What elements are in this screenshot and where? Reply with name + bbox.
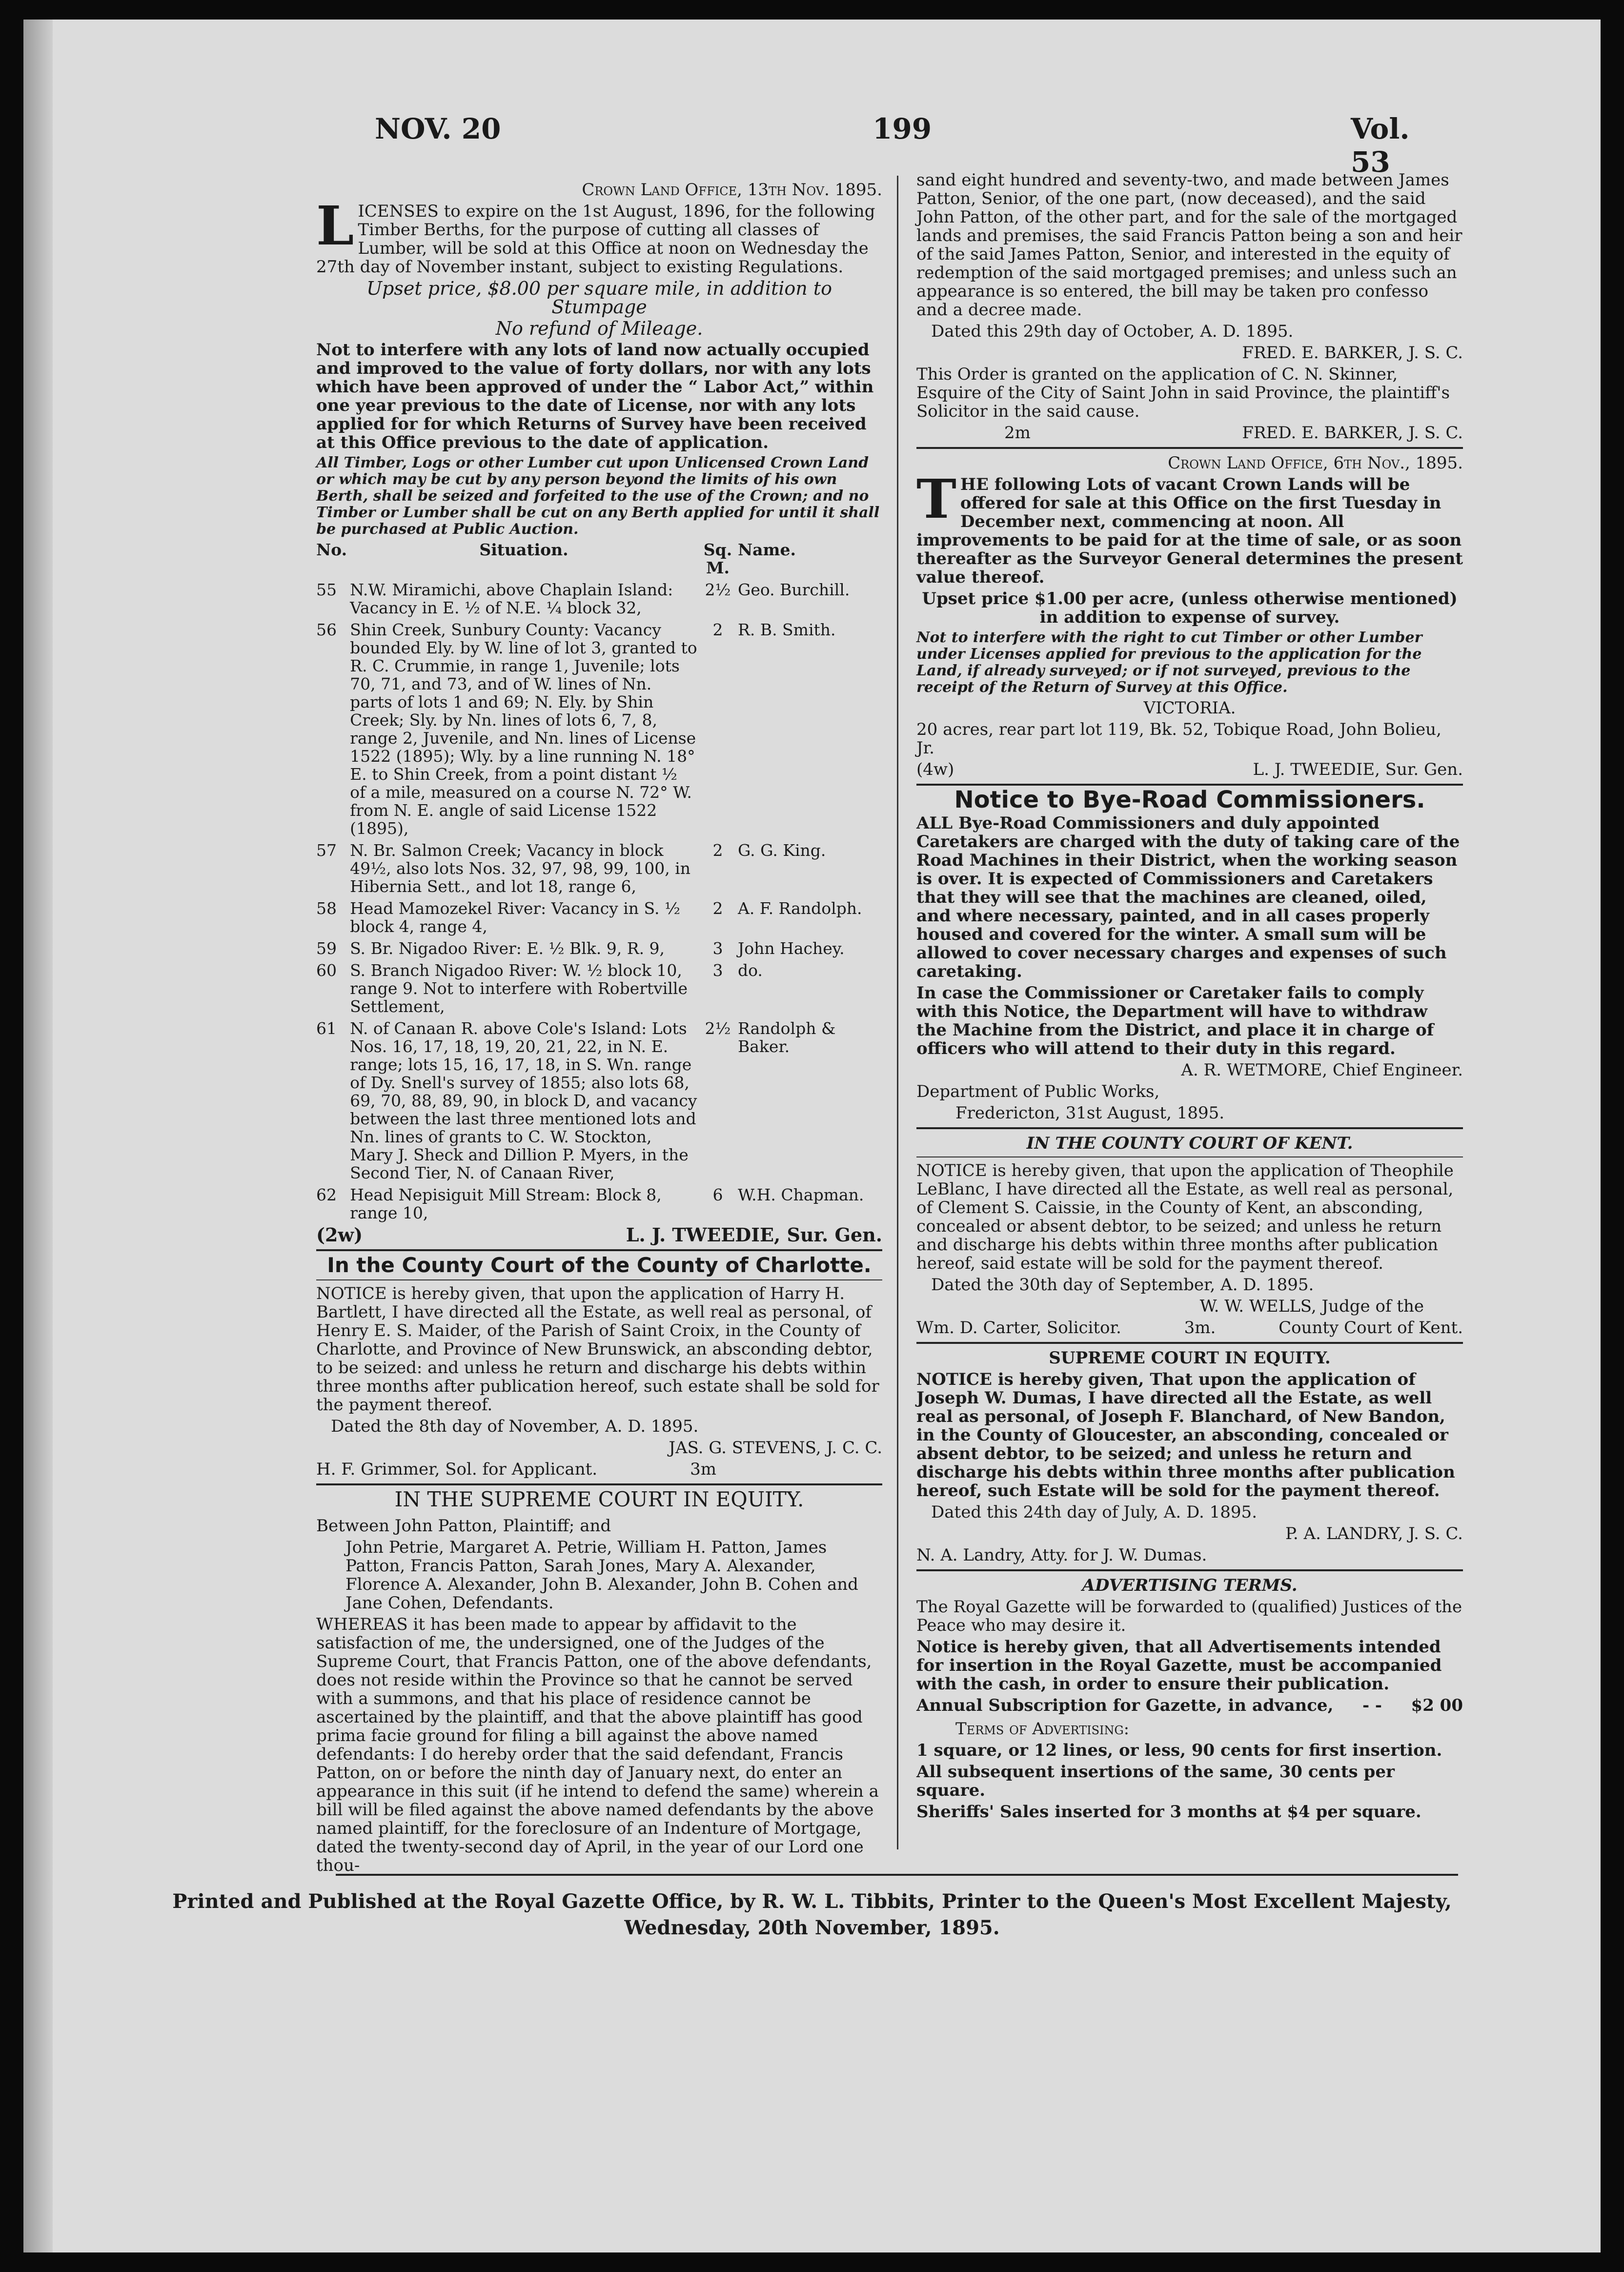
- table-row: [316, 961, 882, 1019]
- col-no: No.: [316, 540, 347, 559]
- solicitor-line: [916, 1319, 1463, 1337]
- judge-line: [916, 424, 1463, 442]
- terms-label: Terms of Advertising:: [955, 1719, 1130, 1739]
- paragraph-2: Notice is hereby given, that all Advertisements intended for insertion in the Royal Gazette, must be accompanied with the cash, in order to ensure their publication.: [916, 1637, 1442, 1694]
- signature-line: [316, 1226, 882, 1244]
- paragraph-1: The Royal Gazette will be forwarded to (qualified) Justices of the Peace who may desire it.: [916, 1597, 1462, 1635]
- column-divider: [897, 176, 898, 1849]
- divider: [316, 1483, 882, 1485]
- berths-table: [316, 541, 882, 1226]
- berth-name: G. G. King.: [738, 841, 826, 860]
- divider: [916, 784, 1463, 786]
- solicitor: Wm. D. Carter, Solicitor.: [916, 1318, 1121, 1338]
- notice-body-2: In case the Commissioner or Caretaker fails to comply with this Notice, the Department will have to withdraw the Machine from the District, and place it in charge of officers who will attend to their duty in this regard.: [916, 983, 1434, 1058]
- divider: [916, 447, 1463, 449]
- charlotte-court-notice: [316, 1253, 882, 1479]
- solicitor: H. F. Grimmer, Sol. for Applicant.: [316, 1460, 598, 1479]
- imprint-line-2: Wednesday, 20th November, 1895.: [624, 1916, 1000, 1939]
- bye-road-notice: [916, 786, 1463, 1123]
- notice-heading: Notice to Bye-Road Commissioners.: [954, 786, 1425, 813]
- drop-cap: T: [916, 467, 956, 530]
- notice-body: sand eight hundred and seventy-two, and made between James Patton, Senior, of the one part, (now deceased), and the said John Patton, of the other part, and for the sale of the mortgaged lands and premises, the said Francis Patton being a son and heir of the said James Patton, Senior, and interested in the equity of redemption of the said mortgaged premises; and unless such an appearance is so entered, the bill may be taken pro confesso and a decree made.: [916, 170, 1462, 320]
- table-row: [316, 939, 882, 961]
- berth-situation: N.W. Miramichi, above Chaplain Island: Vacancy in E. ½ of N.E. ¼ block 32,: [350, 580, 673, 617]
- berth-no: 59: [316, 939, 337, 958]
- berth-name: A. F. Randolph.: [738, 899, 862, 918]
- table-row: [316, 1186, 882, 1226]
- supreme-court-equity-notice: [316, 1487, 882, 1875]
- county: VICTORIA.: [1143, 698, 1236, 718]
- notice-body: WHEREAS it has been made to appear by affidavit to the satisfaction of me, the undersigned, one of the Judges of the Supreme Court, that Francis Patton, one of the above defendants, does not reside within the Province so that he cannot be served with a summons, and that his place of residence cannot be ascertained by the plaintiff, and that the above plaintiff has good prima facie ground for filing a bill against the above named defendants: I do hereby order that the said defendant, Francis Patton, on or before the ninth day of January next, do enter an appearance in this suit (if he intend to defend the same) wherein a bill will be filed against the above named defendants by the above named plaintiff, for the foreclosure of an Indenture of Mortgage, dated the twenty-second day of April, in the year of our Lord one thou-: [316, 1615, 879, 1875]
- notice-body: NOTICE is hereby given, that upon the application of Harry H. Bartlett, I have directed all the Estate, as well real as personal, of Henry E. S. Maider, of the Parish of Saint Croix, in the County of Charlotte, and Province of New Brunswick, an absconding debtor, to be seized: and unless he return and discharge his debts within three months after publication hereof, such estate shall be sold for the payment thereof.: [316, 1284, 879, 1415]
- berth-sq: 2: [712, 841, 723, 860]
- berth-situation: S. Br. Nigadoo River: E. ½ Blk. 9, R. 9,: [350, 939, 665, 958]
- footer-rule: [336, 1874, 1458, 1876]
- dateline: Crown Land Office, 13th Nov. 1895.: [582, 180, 882, 200]
- court: County Court of Kent.: [1279, 1318, 1463, 1338]
- parties: Between John Patton, Plaintiff; and: [316, 1516, 611, 1536]
- berth-name: R. B. Smith.: [738, 620, 836, 639]
- term: (4w): [916, 760, 954, 779]
- notice-paragraph: Not to interfere with any lots of land now actually occupied and improved to the value of forty dollars, nor with any lots which have been approved of under the “ Labor Act,” within one year previous to the date of License, nor with any lots applied for for which Returns of Survey have been received at this Office previous to the date of application.: [316, 340, 874, 452]
- dateline: Crown Land Office, 6th Nov., 1895.: [1168, 453, 1463, 473]
- signer: A. R. WETMORE, Chief Engineer.: [1181, 1060, 1463, 1080]
- berth-situation: Shin Creek, Sunbury County: Vacancy bounded Ely. by W. line of lot 3, granted to R. C. Crummie, in range 1, Juvenile; lots 70, 71, and 73, and of W. lines of Nn. parts of lots 1 and 69; N. Ely. by Shin Creek; Sly. by Nn. lines of lots 6, 7, 8, range 2, Juvenile, and Nn. lines of License 1522 (1895); Wly. by a line running N. 18° E. to Shin Creek, from a point distant ½ of a mile, measured on a course N. 72° W. from N. E. angle of said License 1522 (1895),: [350, 620, 697, 838]
- attorney: N. A. Landry, Atty. for J. W. Dumas.: [916, 1545, 1207, 1565]
- berth-no: 55: [316, 580, 337, 599]
- berth-no: 60: [316, 961, 337, 980]
- notice-body: ALL Bye-Road Commissioners and duly appointed Caretakers are charged with the duty of taking care of the Road Machines in their District, when the working season is over. It is expected of Commissioners and Caretakers that they will see that the machines are cleaned, oiled, and where necessary, painted, and in all cases properly housed and covered for the winter. A small sum will be allowed to cover necessary charges and expenses of such caretaking.: [916, 813, 1460, 981]
- notice-heading: SUPREME COURT IN EQUITY.: [1049, 1348, 1331, 1368]
- drop-cap: L: [316, 194, 354, 257]
- berth-no: 61: [316, 1019, 337, 1038]
- list-item: 1 square, or 12 lines, or less, 90 cents for first insertion.: [916, 1741, 1442, 1760]
- table-row: [316, 841, 882, 899]
- berth-no: 58: [316, 899, 337, 918]
- solicitor-line: [316, 1460, 882, 1479]
- kent-court-notice: [916, 1134, 1463, 1337]
- subscription-line: [916, 1696, 1463, 1715]
- col-sq: Sq. M.: [703, 540, 732, 577]
- notice-intro: HE following Lots of vacant Crown Lands will be offered for sale at this Office on the first Tuesday in December next, commencing at noon. All improvements to be paid for at the time of sale, or as soon thereafter as the Surveyor General determines the present value thereof.: [916, 475, 1463, 587]
- notice-body: NOTICE is hereby given, That upon the application of Joseph W. Dumas, I have directed all the Estate, as well real as personal, of Joseph F. Blanchard, of New Bandon, in the County of Gloucester, an absconding, concealed or absent debtor, to be seized; and unless he return and discharge his debts within three months after publication hereof, such Estate will be sold for the payment thereof.: [916, 1370, 1455, 1501]
- right-column: [916, 171, 1463, 1824]
- divider: [916, 1127, 1463, 1129]
- page-number: 199: [873, 112, 932, 145]
- divider: [916, 1156, 1463, 1157]
- italic-note: All Timber, Logs or other Lumber cut upon Unlicensed Crown Land or which may be cut by any person beyond the limits of his own Berth, shall be seized and forfeited to the use of the Crown; and no Timber or Lumber shall be cut on any Berth applied for until it shall be purchased at Public Auction.: [316, 454, 880, 538]
- subscription-dashes: - -: [1362, 1696, 1382, 1715]
- berth-situation: N. Br. Salmon Creek; Vacancy in block 49½, also lots Nos. 32, 97, 98, 99, 100, in Hibernia Sett., and lot 18, range 6,: [350, 841, 690, 896]
- signer: L. J. TWEEDIE, Sur. Gen.: [1253, 760, 1463, 779]
- place-date: Fredericton, 31st August, 1895.: [955, 1103, 1225, 1123]
- upset-price: Upset price, $8.00 per square mile, in addition to Stumpage: [366, 278, 832, 318]
- table-row: [316, 581, 882, 621]
- upset-price: Upset price $1.00 per acre, (unless otherwise mentioned) in addition to expense of survey.: [922, 589, 1458, 627]
- notice-heading: IN THE COUNTY COURT OF KENT.: [1026, 1134, 1353, 1153]
- judge: P. A. LANDRY, J. S. C.: [1285, 1524, 1463, 1543]
- berth-no: 62: [316, 1185, 337, 1204]
- dated-line: Dated the 8th day of November, A. D. 1895.: [331, 1417, 699, 1436]
- table-row: [316, 621, 882, 841]
- berth-situation: N. of Canaan R. above Cole's Island: Lots Nos. 16, 17, 18, 19, 20, 21, 22, in N. E. range; lots 15, 16, 17, 18, in S. Wn. range of Dy. Snell's survey of 1855; also lots 68, 69, 70, 88, 89, 90, in block D, and vacancy between the last three mentioned lots and Nn. lines of grants to C. W. Stockton, Mary J. Sheck and Dillion P. Myers, in the Second Tier, N. of Canaan River,: [350, 1019, 697, 1182]
- berth-sq: 2½: [705, 580, 731, 599]
- italic-note: Not to interfere with the right to cut Timber or other Lumber under Licenses applied for previous to the application for the Land, if already surveyed; or if not surveyed, previous to the receipt of the Return of Survey at this Office.: [916, 629, 1422, 696]
- judge: JAS. G. STEVENS, J. C. C.: [669, 1438, 882, 1458]
- berth-name: Geo. Burchill.: [738, 580, 850, 599]
- berth-name: W.H. Chapman.: [738, 1185, 864, 1204]
- newspaper-page: [23, 20, 1601, 2252]
- berth-no: 57: [316, 841, 337, 860]
- term: 2m: [1004, 423, 1031, 443]
- notice-heading: ADVERTISING TERMS.: [1082, 1576, 1298, 1595]
- equity-continued: [916, 171, 1463, 442]
- no-refund: No refund of Mileage.: [495, 318, 703, 339]
- berth-name: do.: [738, 961, 763, 980]
- divider: [316, 1279, 882, 1280]
- term: 3m: [690, 1460, 716, 1479]
- volume-number: Vol. 53: [1351, 112, 1410, 179]
- berth-sq: 2: [712, 620, 723, 639]
- department: Department of Public Works,: [916, 1082, 1160, 1101]
- term: (2w): [316, 1224, 363, 1246]
- signature-line: [916, 760, 1463, 779]
- divider: [916, 1342, 1463, 1344]
- term: 3m.: [1184, 1318, 1216, 1338]
- judge: FRED. E. BARKER, J. S. C.: [1242, 343, 1463, 363]
- col-name: Name.: [738, 540, 796, 559]
- notice-heading: In the County Court of the County of Charlotte.: [327, 1253, 872, 1277]
- berth-name: John Hachey.: [738, 939, 845, 958]
- berth-sq: 2½: [705, 1019, 731, 1038]
- advertising-terms: [916, 1576, 1463, 1821]
- table-row: [316, 1019, 882, 1186]
- issue-date: NOV. 20: [375, 112, 501, 145]
- berth-situation: S. Branch Nigadoo River: W. ½ block 10, range 9. Not to interfere with Robertville Settlement,: [350, 961, 688, 1016]
- notice-body: NOTICE is hereby given, that upon the application of Theophile LeBlanc, I have directed all the Estate, as well real as personal, of Clement S. Caissie, in the County of Kent, an absconding, concealed or absent debtor, to be seized; and unless he return and discharge his debts within three months after publication hereof, said estate will be sold for the payment thereof.: [916, 1161, 1454, 1273]
- judge: FRED. E. BARKER, J. S. C.: [1242, 423, 1463, 443]
- berth-name: Randolph & Baker.: [738, 1019, 836, 1056]
- berth-sq: 3: [712, 939, 723, 958]
- running-head: [336, 112, 1458, 179]
- table-row: [316, 899, 882, 939]
- notice-heading: IN THE SUPREME COURT IN EQUITY.: [394, 1487, 804, 1511]
- list-item: All subsequent insertions of the same, 30 cents per square.: [916, 1762, 1395, 1800]
- table-header: [316, 541, 882, 581]
- crown-land-notice-1: [316, 181, 882, 1244]
- imprint: [23, 1888, 1601, 1941]
- list-item: Sheriffs' Sales inserted for 3 months at $4 per square.: [916, 1802, 1421, 1822]
- dated-line: Dated the 30th day of September, A. D. 1895.: [931, 1275, 1314, 1295]
- berth-no: 56: [316, 620, 337, 639]
- imprint-line-1: Printed and Published at the Royal Gazette Office, by R. W. L. Tibbits, Printer to the Queen's Most Excellent Majesty,: [172, 1890, 1452, 1913]
- dated-line: Dated this 29th day of October, A. D. 1895.: [931, 322, 1294, 341]
- left-column: [316, 181, 882, 1878]
- notice-intro: ICENSES to expire on the 1st August, 1896, for the following Timber Berths, for the purpose of cutting all classes of Lumber, will be sold at this Office at noon on Wednesday the 27th day of November instant, subject to existing Regulations.: [316, 202, 875, 277]
- divider: [916, 1569, 1463, 1571]
- col-situation: Situation.: [479, 540, 568, 559]
- order-note: This Order is granted on the application of C. N. Skinner, Esquire of the City of Saint John in said Province, the plaintiff's Solicitor in the said cause.: [916, 365, 1450, 421]
- dated-line: Dated this 24th day of July, A. D. 1895.: [931, 1502, 1257, 1522]
- berth-situation: Head Nepisiguit Mill Stream: Block 8, range 10,: [350, 1185, 662, 1222]
- crown-land-notice-2: [916, 454, 1463, 779]
- signer: L. J. TWEEDIE, Sur. Gen.: [626, 1224, 882, 1246]
- judge: W. W. WELLS, Judge of the: [1199, 1297, 1424, 1316]
- berth-sq: 6: [712, 1185, 723, 1204]
- subscription-price: $2 00: [1411, 1696, 1463, 1715]
- berth-sq: 3: [712, 961, 723, 980]
- berth-sq: 2: [712, 899, 723, 918]
- subscription-label: Annual Subscription for Gazette, in advance,: [916, 1696, 1334, 1715]
- supreme-court-equity-notice-2: [916, 1349, 1463, 1564]
- lot-description: 20 acres, rear part lot 119, Bk. 52, Tobique Road, John Bolieu, Jr.: [916, 720, 1441, 758]
- defendants: John Petrie, Margaret A. Petrie, William H. Patton, James Patton, Francis Patton, Sarah Jones, Mary A. Alexander, Florence A. Alexander, John B. Alexander, John B. Cohen and Jane Cohen, Defendants.: [345, 1538, 858, 1613]
- divider: [316, 1249, 882, 1251]
- berth-situation: Head Mamozekel River: Vacancy in S. ½ block 4, range 4,: [350, 899, 680, 936]
